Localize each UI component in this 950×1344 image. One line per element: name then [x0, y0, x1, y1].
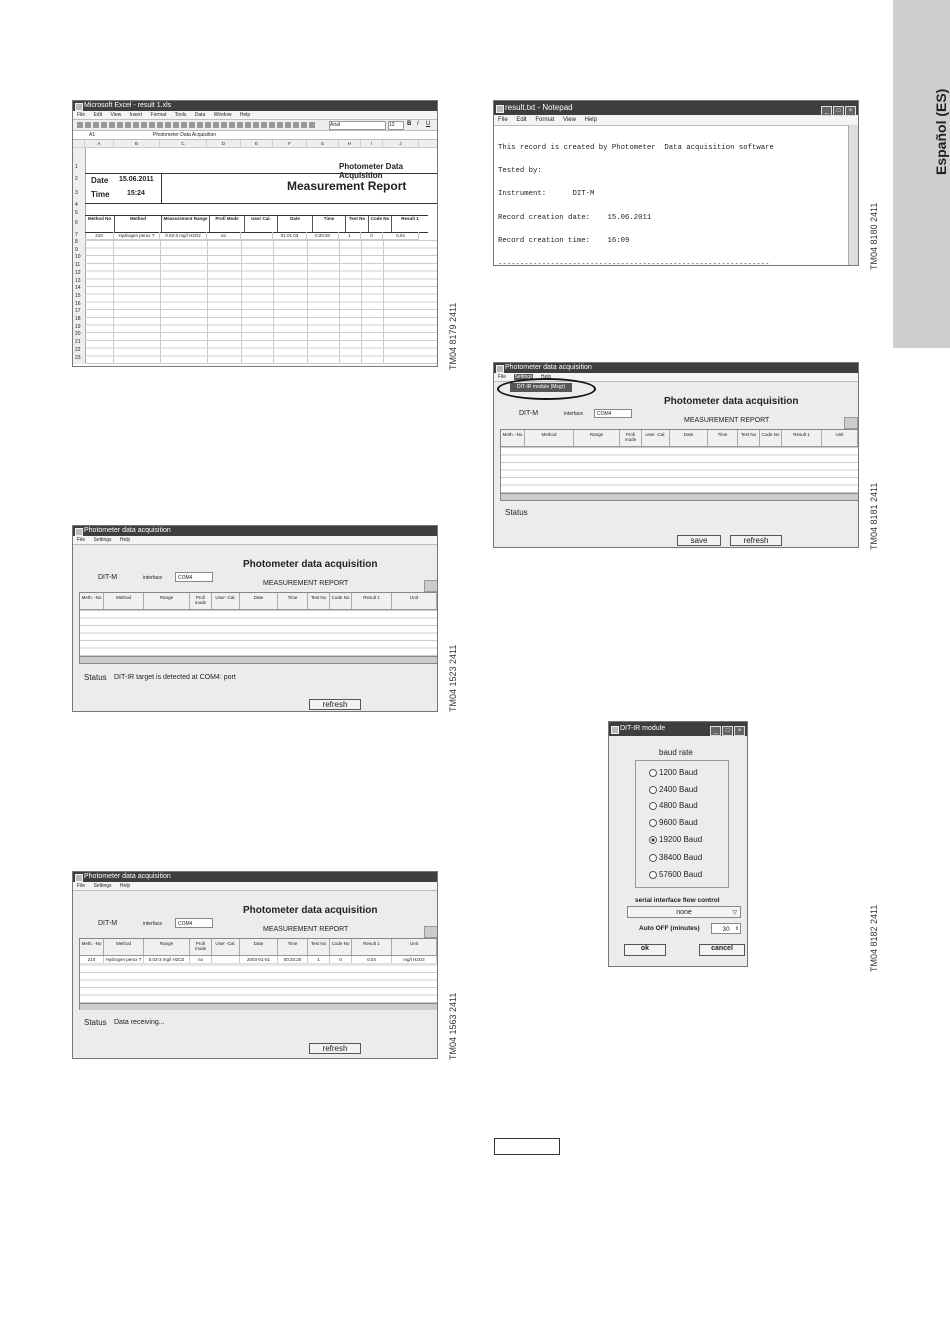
- pda-heading: Photometer data acquisition: [243, 905, 378, 916]
- report-label: MEASUREMENT REPORT: [263, 926, 349, 933]
- col-header: Method: [115, 216, 162, 232]
- excel-toolbar: [73, 120, 437, 131]
- col-header: Profi mode: [620, 430, 642, 446]
- col-letter[interactable]: C: [160, 140, 207, 147]
- cell: mg/l H2O2: [392, 956, 437, 963]
- app-icon: [75, 874, 83, 882]
- col-header: Test No: [738, 430, 760, 446]
- dropdown-arrow-icon[interactable]: ▽: [732, 910, 737, 916]
- col-header: Test No: [308, 593, 330, 609]
- row-number: 15: [75, 292, 81, 299]
- col-letter[interactable]: G: [307, 140, 339, 147]
- col-header: User -Cal.: [212, 593, 240, 609]
- row-number: 11: [75, 262, 81, 269]
- device-label: DIT-M: [519, 410, 539, 417]
- text-line: Instrument: DIT-M: [498, 190, 595, 199]
- dialog-icon: [611, 726, 619, 734]
- col-header: Method: [104, 593, 144, 609]
- text-line: Record creation time: 16:09: [498, 237, 630, 246]
- radio-icon[interactable]: [649, 854, 657, 862]
- menu-settings[interactable]: Settings: [93, 537, 112, 543]
- close-icon[interactable]: ×: [845, 106, 856, 116]
- col-header: Date: [670, 430, 708, 446]
- time-label: Time: [91, 190, 110, 199]
- notepad-icon: [496, 105, 504, 113]
- notepad-menu-help[interactable]: Help: [584, 117, 597, 123]
- cell[interactable]: 0: [361, 232, 383, 239]
- maximize-icon[interactable]: □: [833, 106, 844, 116]
- underline-button[interactable]: U: [426, 121, 431, 127]
- device-label: DIT-M: [98, 920, 118, 927]
- notepad-menu-view[interactable]: View: [563, 117, 576, 123]
- baud-9600[interactable]: [649, 818, 698, 827]
- col-header: Time: [313, 216, 346, 232]
- column-letters: [73, 140, 437, 148]
- figure-code: TM04 8180 2411: [869, 202, 879, 270]
- row-number: 17: [75, 308, 81, 315]
- pda-titlebar: [73, 872, 437, 882]
- row-number: 9: [75, 246, 78, 253]
- sheet-area: [73, 148, 437, 364]
- export-icon[interactable]: [424, 580, 438, 592]
- col-letter[interactable]: B: [114, 140, 160, 147]
- close-icon[interactable]: ×: [734, 726, 745, 736]
- interface-label: interface: [564, 411, 584, 417]
- excel-menu-edit[interactable]: Edit: [93, 112, 103, 118]
- baud-19200[interactable]: [649, 835, 702, 844]
- col-letter[interactable]: I: [361, 140, 383, 147]
- date-value: 15.06.2011: [119, 176, 154, 183]
- cell[interactable]: no: [207, 232, 241, 239]
- baud-option-label: 57600 Baud: [659, 870, 703, 879]
- col-header: Code No: [330, 593, 352, 609]
- col-letter[interactable]: J: [383, 140, 419, 147]
- popup-item[interactable]: DIT-IR module (Msgr): [516, 384, 566, 390]
- cell[interactable]: 01.01.03: [273, 232, 307, 239]
- language-side-tab: [893, 0, 950, 348]
- save-button[interactable]: save: [677, 535, 721, 546]
- notepad-menubar: [494, 115, 858, 126]
- radio-selected-icon[interactable]: [649, 836, 657, 844]
- report-title: Measurement Report: [287, 179, 407, 193]
- minimize-icon[interactable]: _: [710, 726, 721, 736]
- col-header: Meth. -No: [80, 939, 104, 955]
- menu-help[interactable]: Help: [119, 883, 131, 889]
- flow-control-value: none: [676, 909, 692, 916]
- col-header: Measurement Range: [162, 216, 210, 232]
- col-letter[interactable]: E: [241, 140, 273, 147]
- col-header: Result 1: [782, 430, 822, 446]
- row-number: 22: [75, 346, 81, 353]
- col-header: Time: [278, 593, 308, 609]
- col-header: Code No: [760, 430, 782, 446]
- pda-detected-screenshot: [72, 525, 438, 712]
- auto-off-spinner[interactable]: [711, 923, 741, 934]
- formula-bar: [73, 131, 437, 140]
- row-number: 10: [75, 254, 81, 261]
- app-icon: [75, 528, 83, 536]
- date-label: Date: [91, 176, 109, 185]
- cell: 2003-01-01: [240, 956, 278, 963]
- auto-off-value: 30: [722, 926, 730, 933]
- col-header: Method No: [85, 216, 115, 232]
- radio-icon[interactable]: [649, 819, 657, 827]
- pda-receiving-screenshot: [72, 871, 438, 1059]
- col-header: Method: [104, 939, 144, 955]
- table-row[interactable]: [80, 956, 438, 964]
- excel-menu-insert[interactable]: Insert: [129, 112, 143, 118]
- minimize-icon[interactable]: _: [821, 106, 832, 116]
- col-header: Test No: [308, 939, 330, 955]
- baud-option-label: 4800 Baud: [659, 801, 698, 810]
- toolbar-icons[interactable]: [77, 122, 317, 128]
- cell: 0: [330, 956, 352, 963]
- cell[interactable]: 0,04: [383, 232, 419, 239]
- export-icon[interactable]: [424, 926, 438, 938]
- baud-label: baud rate: [659, 748, 693, 757]
- row-number: 19: [75, 323, 81, 330]
- figure-code: TM04 1523 2411: [448, 644, 458, 712]
- sheet-heading: Photometer Data Acquisition: [339, 162, 404, 180]
- row-number: 2: [75, 176, 78, 182]
- cell: 0.04: [352, 956, 392, 963]
- col-header: Date: [240, 939, 278, 955]
- auto-off-label: Auto OFF (minutes): [639, 925, 700, 932]
- baud-57600[interactable]: [649, 870, 702, 879]
- report-label: MEASUREMENT REPORT: [684, 417, 770, 424]
- font-selector[interactable]: Arial: [329, 121, 386, 130]
- row-number: 6: [75, 220, 78, 226]
- formula-content[interactable]: Photometer Data Acquisition: [153, 132, 217, 138]
- row-number: 1: [75, 164, 78, 170]
- baud-option-label: 38400 Baud: [659, 853, 703, 862]
- interface-input[interactable]: COM4: [175, 918, 213, 928]
- flow-control-select[interactable]: [627, 906, 741, 918]
- radio-icon[interactable]: [649, 871, 657, 879]
- cell[interactable]: [241, 232, 273, 239]
- row-number: 20: [75, 331, 81, 338]
- window-title: Photometer data acquisition: [84, 873, 171, 880]
- grid-empty-rows: [80, 964, 438, 1003]
- notepad-menu-file[interactable]: File: [498, 117, 508, 123]
- excel-menu-tools[interactable]: Tools: [174, 112, 187, 118]
- data-row: [85, 232, 419, 240]
- baud-option-label: 2400 Baud: [659, 785, 698, 794]
- row-number: 13: [75, 277, 81, 284]
- dialog-title: DIT-IR module: [620, 725, 666, 732]
- col-letter[interactable]: H: [339, 140, 361, 147]
- pda-heading: Photometer data acquisition: [243, 559, 378, 570]
- time-value: 15:24: [127, 190, 145, 197]
- measurement-grid: [500, 429, 859, 501]
- excel-menubar: [73, 111, 437, 120]
- excel-menu-help[interactable]: Help: [239, 112, 251, 118]
- excel-menu-format[interactable]: Format: [150, 112, 167, 118]
- popup-highlight-ellipse: [497, 378, 596, 400]
- status-label: Status: [84, 1018, 107, 1027]
- notepad-title: result.txt - Notepad: [505, 103, 573, 112]
- col-header: Meth. -No: [80, 593, 104, 609]
- menu-settings[interactable]: Settings: [93, 883, 112, 889]
- baud-option-label: 1200 Baud: [659, 768, 698, 777]
- excel-app-icon: [75, 103, 83, 111]
- italic-button[interactable]: I: [417, 121, 419, 127]
- interface-input[interactable]: COM4: [175, 572, 213, 582]
- col-header: Range: [574, 430, 620, 446]
- col-header: Result 1: [352, 593, 392, 609]
- horizontal-scrollbar[interactable]: [80, 1003, 438, 1010]
- status-message: DIT-IR target is detected at COM4: port: [114, 674, 236, 681]
- row-number: 14: [75, 285, 81, 292]
- col-header: Test No: [346, 216, 369, 232]
- empty-box: [494, 1138, 560, 1155]
- col-header: Date: [278, 216, 313, 232]
- cell[interactable]: Hydrogen perox T: [114, 232, 160, 239]
- col-header: Time: [278, 939, 308, 955]
- pda-menu-screenshot: [493, 362, 859, 548]
- text-line: Record creation date: 15.06.2011: [498, 213, 652, 222]
- col-header: Meth. -No: [501, 430, 525, 446]
- baud-4800[interactable]: [649, 801, 698, 810]
- col-header: Unit: [822, 430, 858, 446]
- header-row: [85, 215, 428, 233]
- menu-file[interactable]: File: [77, 537, 86, 543]
- figure-code: TM04 8182 2411: [869, 904, 879, 972]
- app-icon: [496, 365, 504, 373]
- baud-1200[interactable]: [649, 768, 698, 777]
- language-label: Español (ES): [933, 88, 949, 175]
- col-header: Profi mode: [190, 939, 212, 955]
- col-header: Date: [240, 593, 278, 609]
- cell[interactable]: 1: [339, 232, 361, 239]
- maximize-icon[interactable]: □: [722, 726, 733, 736]
- col-header: Code No: [369, 216, 392, 232]
- cell: Hydrogen perox T: [104, 956, 144, 963]
- cell: 1: [308, 956, 330, 963]
- status-label: Status: [505, 508, 528, 517]
- row-number: 21: [75, 339, 81, 346]
- measurement-grid: [79, 938, 438, 1010]
- figure-code: TM04 8181 2411: [869, 482, 879, 550]
- menu-file[interactable]: File: [77, 883, 86, 889]
- row-number: 12: [75, 269, 81, 276]
- window-controls: [709, 724, 745, 738]
- col-header: User -Cal.: [212, 939, 240, 955]
- grid-empty-rows: [501, 447, 859, 493]
- radio-icon[interactable]: [649, 802, 657, 810]
- menu-file[interactable]: File: [498, 374, 507, 380]
- refresh-button[interactable]: refresh: [309, 1043, 361, 1054]
- notepad-text[interactable]: [498, 129, 774, 266]
- cell: 00:20:20: [278, 956, 308, 963]
- row-number: 4: [75, 202, 78, 208]
- col-header: Method: [525, 430, 574, 446]
- cell: [212, 956, 240, 963]
- baud-option-label: 9600 Baud: [659, 818, 698, 827]
- col-header: Profi Mode: [210, 216, 245, 232]
- pda-titlebar: [73, 526, 437, 536]
- figure-code: TM04 1563 2411: [448, 992, 458, 1060]
- export-icon[interactable]: [844, 417, 858, 429]
- excel-menu-window[interactable]: Window: [213, 112, 232, 118]
- text-line: --------------------------------------------------------------: [498, 260, 770, 266]
- excel-titlebar: [73, 101, 437, 111]
- baud-2400[interactable]: [649, 785, 698, 794]
- col-header: Result 1: [352, 939, 392, 955]
- pda-titlebar: [494, 363, 858, 373]
- col-letter[interactable]: D: [207, 140, 241, 147]
- row-number: 23: [75, 354, 81, 361]
- vertical-scrollbar[interactable]: [848, 125, 858, 266]
- notepad-menu-edit[interactable]: Edit: [516, 117, 527, 123]
- grid-header: [501, 430, 859, 447]
- grid-empty-rows: [80, 610, 438, 656]
- pda-menubar: [73, 536, 437, 545]
- notepad-menu-format[interactable]: Format: [535, 117, 555, 123]
- col-letter[interactable]: A: [85, 140, 114, 147]
- cell[interactable]: 0:20:20: [307, 232, 339, 239]
- interface-input[interactable]: COM4: [594, 409, 632, 418]
- baud-38400[interactable]: [649, 853, 702, 862]
- col-letter[interactable]: F: [273, 140, 307, 147]
- sheet-divider: [85, 173, 438, 174]
- grid-header: [80, 593, 438, 610]
- pda-menubar: [73, 882, 437, 891]
- excel-menu-view[interactable]: View: [110, 112, 122, 118]
- col-header: User Cal.: [245, 216, 278, 232]
- menu-settings[interactable]: Settings: [514, 374, 533, 380]
- col-header: Profi mode: [190, 593, 212, 609]
- row-number: 18: [75, 316, 81, 322]
- empty-grid: [85, 240, 438, 364]
- row-number: 16: [75, 300, 81, 307]
- window-title: Photometer data acquisition: [84, 527, 171, 534]
- horizontal-scrollbar[interactable]: [80, 656, 438, 663]
- figure-code: TM04 8179 2411: [448, 302, 458, 370]
- spinner-icon[interactable]: ⇕: [734, 926, 739, 932]
- notepad-screenshot: [493, 100, 859, 266]
- row-number: 5: [75, 210, 78, 216]
- col-header: Unit: [392, 939, 437, 955]
- excel-menu-file[interactable]: File: [77, 112, 86, 118]
- flow-control-label: serial interface flow control: [635, 897, 720, 904]
- grid-header: [80, 939, 438, 956]
- status-label: Status: [84, 673, 107, 682]
- ok-button[interactable]: ok: [624, 944, 666, 956]
- dialog-titlebar: [609, 722, 747, 736]
- interface-label: interface: [143, 921, 163, 927]
- cell: 210: [80, 956, 104, 963]
- excel-screenshot: [72, 100, 438, 367]
- refresh-button[interactable]: refresh: [309, 699, 361, 710]
- row-number: 8: [75, 239, 78, 245]
- measurement-grid: [79, 592, 438, 664]
- interface-label: interface: [143, 575, 163, 581]
- notepad-titlebar: [494, 101, 858, 115]
- col-header: Unit: [392, 593, 437, 609]
- text-line: This record is created by Photometer Data acquisition software: [498, 143, 774, 152]
- radio-icon[interactable]: [649, 769, 657, 777]
- menu-help[interactable]: Help: [119, 537, 131, 543]
- pda-heading: Photometer data acquisition: [664, 396, 799, 407]
- excel-menu-data[interactable]: Data: [194, 112, 206, 118]
- col-header: Time: [708, 430, 738, 446]
- sheet-divider: [161, 173, 162, 203]
- cell[interactable]: 210: [85, 232, 114, 239]
- menu-help[interactable]: Help: [540, 374, 552, 380]
- refresh-button[interactable]: refresh: [730, 535, 782, 546]
- row-number: 3: [75, 190, 78, 196]
- window-controls: [820, 103, 856, 117]
- window-title: Photometer data acquisition: [505, 364, 592, 371]
- sheet-divider: [85, 203, 438, 204]
- col-header: User -Cal.: [642, 430, 670, 446]
- cancel-button[interactable]: cancel: [699, 944, 745, 956]
- cell: no: [190, 956, 212, 963]
- cell-reference[interactable]: A1: [89, 132, 96, 138]
- radio-icon[interactable]: [649, 786, 657, 794]
- cell: 0.03-3 mg/l H2O2: [144, 956, 190, 963]
- col-header: Code No: [330, 939, 352, 955]
- col-header: Range: [144, 939, 190, 955]
- report-label: MEASUREMENT REPORT: [263, 580, 349, 587]
- baud-option-label: 19200 Baud: [659, 835, 703, 844]
- font-size-selector[interactable]: 12: [388, 121, 404, 130]
- col-header: Range: [144, 593, 190, 609]
- excel-title: Microsoft Excel - result 1.xls: [84, 102, 172, 109]
- status-message: Data receiving...: [114, 1019, 165, 1026]
- dit-ir-dialog: [608, 721, 748, 967]
- cell[interactable]: 0.03-3 mg/l H2O2: [160, 232, 207, 239]
- col-header: Result 1: [401, 216, 419, 221]
- bold-button[interactable]: B: [407, 121, 412, 127]
- text-line: Tested by:: [498, 166, 542, 175]
- device-label: DIT-M: [98, 574, 118, 581]
- row-number: 7: [75, 232, 78, 238]
- horizontal-scrollbar[interactable]: [501, 493, 859, 500]
